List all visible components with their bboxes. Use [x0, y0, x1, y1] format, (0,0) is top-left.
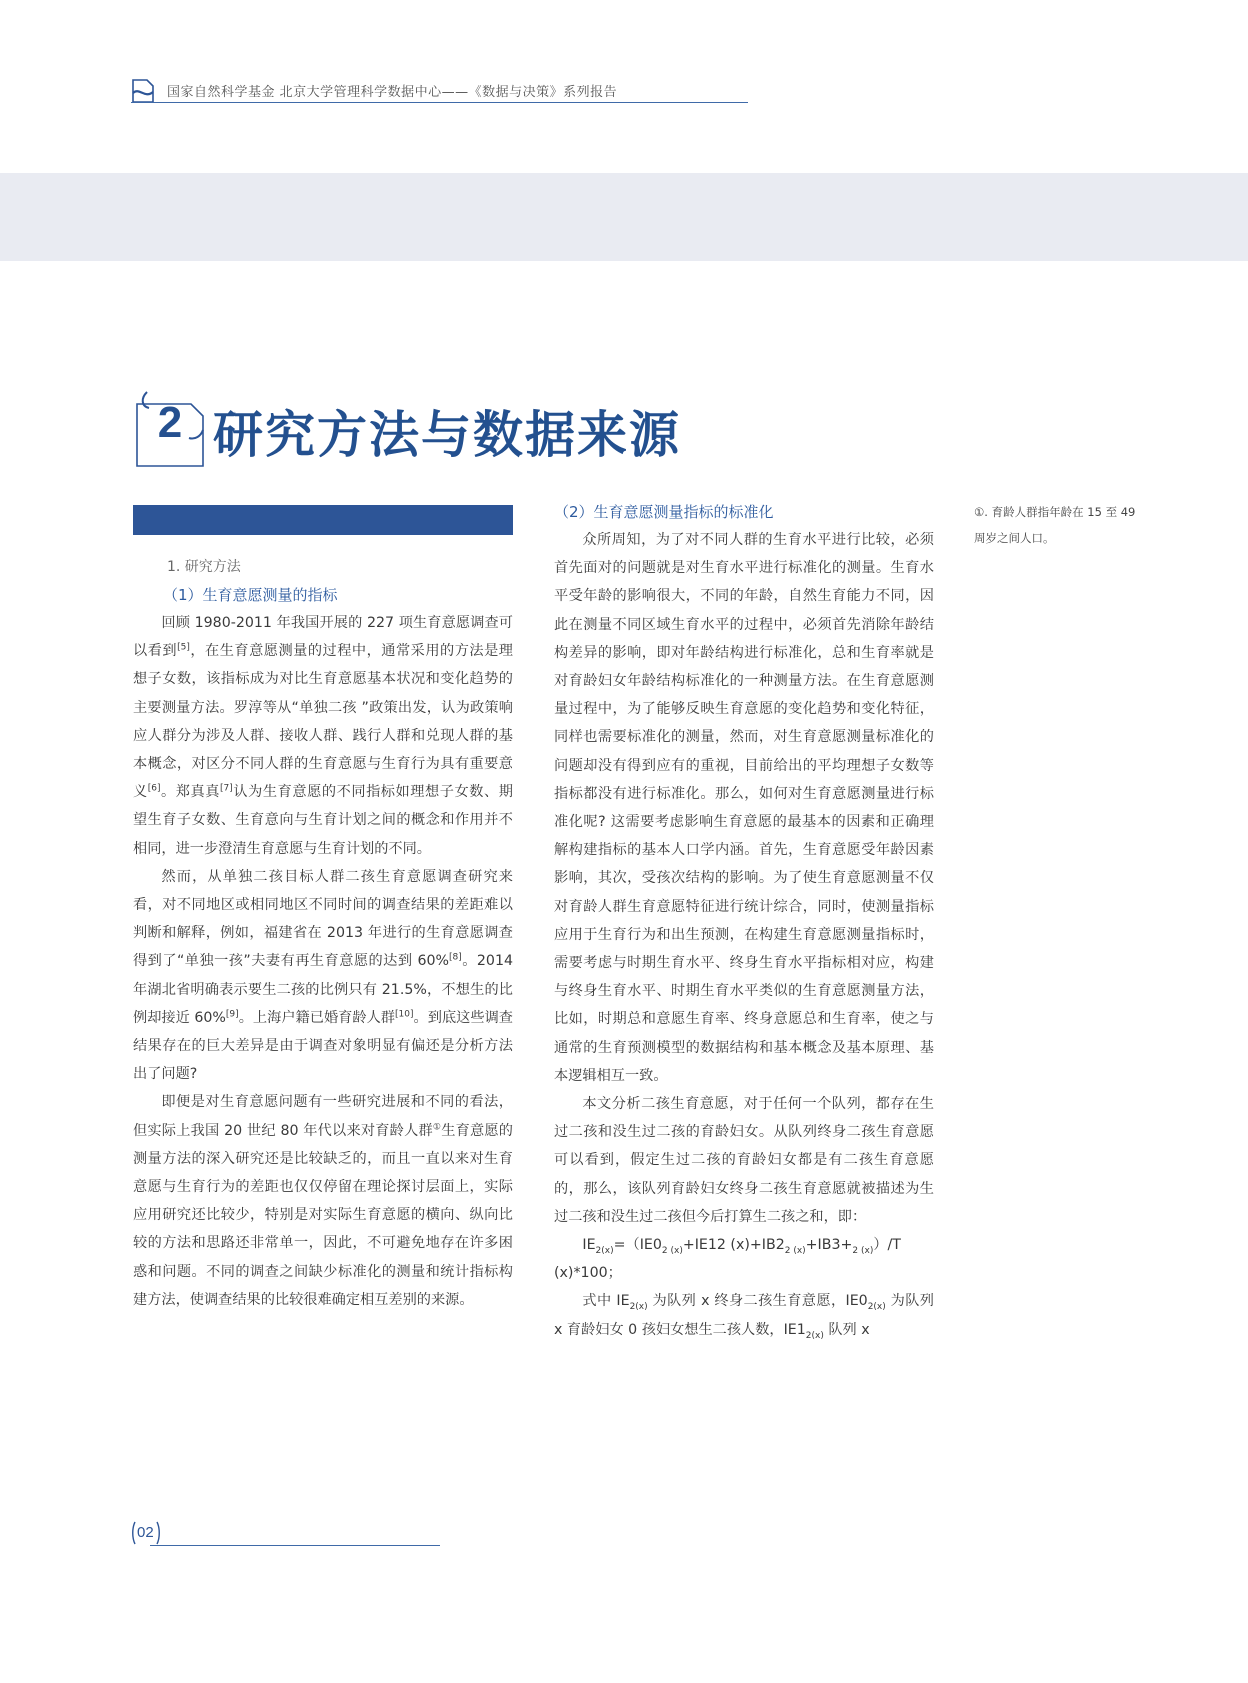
header-divider	[131, 102, 748, 103]
header-band	[0, 173, 1248, 261]
paragraph: 然而，从单独二孩目标人群二孩生育意愿调查研究来看，对不同地区或相同地区不同时间的调查结果的差距难以判断和解释，例如，福建省在 2013 年进行的生育意愿调查得到了“单独一孩”夫妻有再生育意愿的达到 60%[8]。2014 年湖北省明确表示要生二孩的比例只有 21.5%，不想生的比例却接近 60%[9]。上海户籍已婚育龄人群[10]。到底这些调查结果存在的巨大差异是由于调查对象明显有偏还是分析方法出了问题?	[133, 868, 514, 1083]
subsection-heading: （1）生育意愿测量的指标	[163, 586, 338, 604]
paragraph: 回顾 1980-2011 年我国开展的 227 项生育意愿调查可以看到[5]，在生育意愿测量的过程中，通常采用的方法是理想子女数，该指标成为对比生育意愿基本状况和变化趋势的主要测量方法。罗淳等从“单独二孩 ”政策出发，认为政策响应人群分为涉及人群、接收人群、践行人群和兑现人群的基本概念，对区分不同人群的生育意愿与生育行为具有重要意义[6]。郑真真[7]认为生育意愿的不同指标如理想子女数、期望生育子女数、生育意向与生育计划之间的概念和作用并不相同，进一步澄清生育意愿与生育计划的不同。	[133, 615, 513, 857]
section-heading: 1. 研究方法	[167, 559, 241, 575]
section-color-bar	[133, 505, 513, 535]
paragraph: 式中 $IE_{2(x)}$ 为队列 x 终身二孩生育意愿，$IE0_{2(x)}$ 为队列 x 育龄妇女 0 孩妇女想生二孩人数，$IE1_{2(x)}$ 队列 x	[554, 1293, 934, 1341]
report-logo-icon	[131, 76, 155, 104]
chapter-title: 研究方法与数据来源	[213, 406, 681, 464]
formula: $IE_{2(x)}=(IE0_{2 (x)}+IE12$ $(x)+IB2_{2 (x)}+IB3+_{2 (x)})/T$ (x)*100；	[554, 1237, 901, 1282]
header-series-title: 国家自然科学基金 北京大学管理科学数据中心——《数据与决策》系列报告	[167, 85, 618, 100]
paragraph: 本文分析二孩生育意愿，对于任何一个队列，都存在生过二孩和没生过二孩的育龄妇女。从队列终身二孩生育意愿可以看到，假定生过二孩的育龄妇女都是有二孩生育意愿的，那么，该队列育龄妇女终身二孩生育意愿就被描述为生过二孩和没生过二孩但今后打算生二孩之和，即：	[554, 1096, 934, 1225]
citation: [10]	[395, 1009, 414, 1020]
citation: [9]	[225, 1009, 239, 1020]
sidenote: ①. 育龄人群指年龄在 15 至 49 周岁之间人口。	[974, 505, 1136, 545]
footnote-marker: ①	[432, 1121, 442, 1132]
subsection-heading: （2）生育意愿测量指标的标准化	[554, 503, 774, 521]
citation: [5]	[177, 642, 190, 653]
citation: [7]	[220, 783, 233, 794]
citation: [8]	[449, 952, 462, 963]
chapter-number: 2	[157, 398, 183, 447]
right-column	[554, 498, 934, 1344]
page-number: 02	[137, 1524, 154, 1541]
citation: [6]	[147, 783, 161, 794]
paragraph: 即便是对生育意愿问题有一些研究进展和不同的看法，但实际上我国 20 世纪 80 年代以来对育龄人群①生育意愿的测量方法的深入研究还是比较缺乏的，而且一直以来对生育意愿与生育行为的差距也仅仅停留在理论探讨层面上，实际应用研究还比较少，特别是对实际生育意愿的横向、纵向比较的方法和思路还非常单一，因此，不可避免地存在许多困惑和问题。不同的调查之间缺少标准化的测量和统计指标构建方法，使调查结果的比较很难确定相互差别的来源。	[133, 1094, 513, 1308]
left-column	[133, 553, 513, 1314]
paragraph: 众所周知，为了对不同人群的生育水平进行比较，必须首先面对的问题就是对生育水平进行标准化的测量。生育水平受年龄的影响很大，不同的年龄，自然生育能力不同，因此在测量不同区域生育水平的过程中，必须首先消除年龄结构差异的影响，即对年龄结构进行标准化，总和生育率就是对育龄妇女年龄结构标准化的一种测量方法。在生育意愿测量过程中，为了能够反映生育意愿的变化趋势和变化特征，同样也需要标准化的测量，然而，对生育意愿测量标准化的问题却没有得到应有的重视，目前给出的平均理想子女数等指标都没有进行标准化。那么，如何对生育意愿测量进行标准化呢? 这需要考虑影响生育意愿的最基本的因素和正确理解构建指标的基本人口学内涵。首先，生育意愿受年龄因素影响，其次，受孩次结构的影响。为了使生育意愿测量不仅对育龄人群生育意愿特征进行统计综合，同时，使测量指标应用于生育行为和出生预测，在构建生育意愿测量指标时，需要考虑与时期生育水平、终身生育水平指标相对应，构建与终身生育水平、时期生育水平类似的生育意愿测量方法，比如，时期总和意愿生育率、终身意愿总和生育率，使之与通常的生育预测模型的数据结构和基本概念及基本原理、基本逻辑相互一致。	[554, 532, 934, 1084]
footer-divider	[150, 1545, 440, 1546]
